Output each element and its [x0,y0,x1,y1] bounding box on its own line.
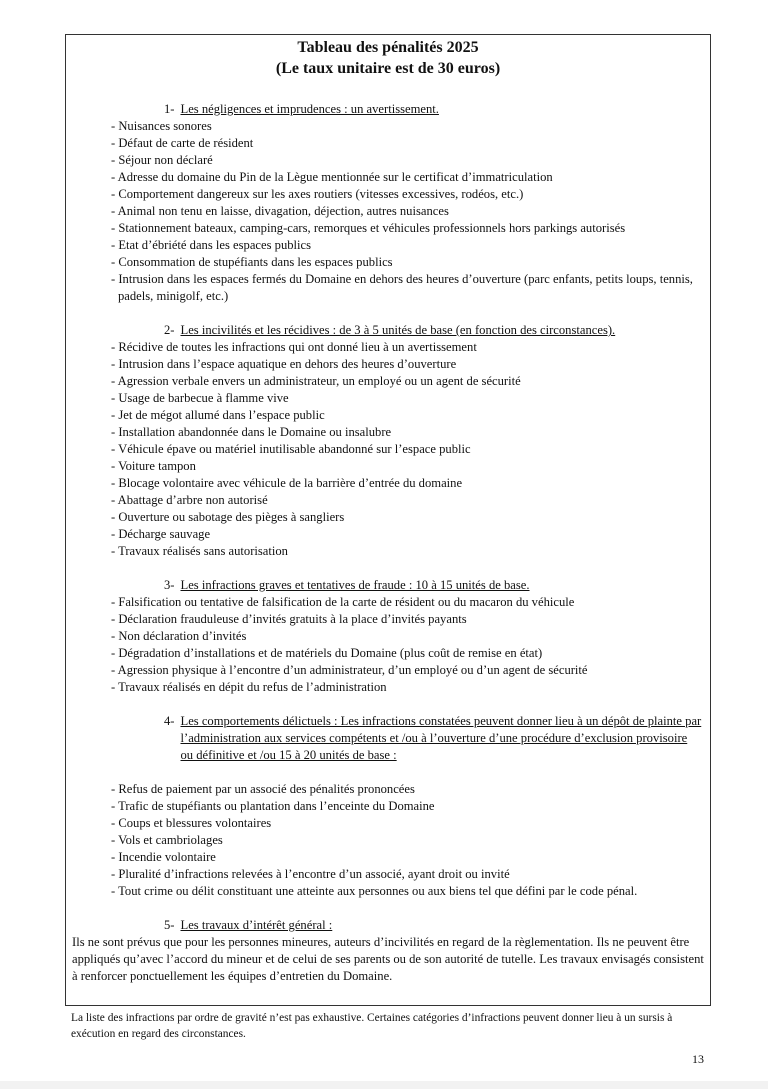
list-item: - Intrusion dans l’espace aquatique en dehors des heures d’ouverture [111,357,457,371]
section-2-heading [66,322,710,339]
list-item: - Pluralité d’infractions relevées à l’encontre d’un associé, ayant droit ou invité [111,867,510,881]
footnote: La liste des infractions par ordre de gravité n’est pas exhaustive. Certaines catégories d’infractions peuvent donner lieu à un sursis à exécution en regard des circonstances. [71,1012,673,1040]
list-item: - Coups et blessures volontaires [111,816,272,830]
section-3-list [66,594,710,696]
list-item: - Travaux réalisés en dépit du refus de l’administration [111,680,387,694]
section-title: Les travaux d’intérêt général : [180,918,333,932]
list-item: - Agression physique à l’encontre d’un administrateur, d’un employé ou d’un agent de sécurité [111,663,588,677]
list-item: - Refus de paiement par un associé des pénalités prononcées [111,782,415,796]
section-4-list [66,781,710,900]
list-item: - Incendie volontaire [111,850,216,864]
list-item: - Agression verbale envers un administrateur, un employé ou un agent de sécurité [111,374,521,388]
section-2-list [66,339,710,560]
subtitle-line: (Le taux unitaire est de 30 euros) [275,60,501,77]
list-item: - Nuisances sonores [111,119,212,133]
section-number: 4- [164,714,175,728]
list-item: - Véhicule épave ou matériel inutilisable abandonné sur l’espace public [111,442,471,456]
page-number: 13 [692,1052,704,1066]
spacer [66,696,710,713]
section-title: Les incivilités et les récidives : de 3 à 5 unités de base (en fonction des circonstances). [180,323,616,337]
list-item: - Non déclaration d’invités [111,629,247,643]
list-item: - Falsification ou tentative de falsification de la carte de résident ou du macaron du véhicule [111,595,575,609]
list-item: - Voiture tampon [111,459,196,473]
section-title: Les négligences et imprudences : un avertissement. [180,102,439,116]
list-item: - Trafic de stupéfiants ou plantation dans l’enceinte du Domaine [111,799,435,813]
section-1-list [66,118,710,305]
list-item: - Vols et cambriolages [111,833,223,847]
list-item: - Installation abandonnée dans le Domaine ou insalubre [111,425,392,439]
list-item: - Stationnement bateaux, camping-cars, remorques et véhicules professionnels hors parkings autorisés [111,221,626,235]
section-5-paragraph: Ils ne sont prévus que pour les personnes mineures, auteurs d’incivilités en regard de la règlementation. Ils ne peuvent être appliqués qu’avec l’accord du mineur et de celui de ses parents ou de son autorité de tutelle. Les travaux envisagés consistent à renforcer ponctuellement les équipes d’entretien du Domaine. [72,935,704,983]
list-item: - Décharge sauvage [111,527,211,541]
bottom-bar [0,1081,768,1089]
list-item: - Jet de mégot allumé dans l’espace public [111,408,325,422]
list-item: - Récidive de toutes les infractions qui ont donné lieu à un avertissement [111,340,477,354]
content [66,101,710,985]
list-item: - Abattage d’arbre non autorisé [111,493,268,507]
penalty-table-frame [65,34,711,1006]
section-number: 1- [164,102,175,116]
list-item: - Ouverture ou sabotage des pièges à sangliers [111,510,345,524]
list-item: - Etat d’ébriété dans les espaces publics [111,238,312,252]
title-line: Tableau des pénalités 2025 [297,39,479,56]
page-title [66,37,710,79]
spacer [66,764,710,781]
section-number: 2- [164,323,175,337]
list-item: - Défaut de carte de résident [111,136,254,150]
section-1-heading [66,101,710,118]
section-title: Les comportements délictuels : Les infractions constatées peuvent donner lieu à un dépôt de plainte par l’administration aux services compétents et /ou à l’ouverture d’une procédure d’exclusion provisoire ou définitive et /ou 15 à 20 unités de base : [180,714,702,762]
section-number: 3- [164,578,175,592]
list-item: - Tout crime ou délit constituant une atteinte aux personnes ou aux biens tel que défini par le code pénal. [111,884,638,898]
section-4-heading [66,713,710,764]
spacer [66,560,710,577]
spacer [66,900,710,917]
list-item: - Dégradation d’installations et de matériels du Domaine (plus coût de remise en état) [111,646,543,660]
section-title: Les infractions graves et tentatives de fraude : 10 à 15 unités de base. [180,578,530,592]
list-item: - Adresse du domaine du Pin de la Lègue mentionnée sur le certificat d’immatriculation [111,170,553,184]
section-3-heading [66,577,710,594]
list-item: - Intrusion dans les espaces fermés du Domaine en dehors des heures d’ouverture (parc enfants, petits loups, tennis, padels, minigolf, etc.) [111,272,693,303]
spacer [66,305,710,322]
list-item: - Travaux réalisés sans autorisation [111,544,288,558]
list-item: - Consommation de stupéfiants dans les espaces publics [111,255,393,269]
list-item: - Déclaration frauduleuse d’invités gratuits à la place d’invités payants [111,612,467,626]
section-number: 5- [164,918,175,932]
list-item: - Usage de barbecue à flamme vive [111,391,289,405]
list-item: - Comportement dangereux sur les axes routiers (vitesses excessives, rodéos, etc.) [111,187,524,201]
list-item: - Séjour non déclaré [111,153,213,167]
list-item: - Animal non tenu en laisse, divagation, déjection, autres nuisances [111,204,449,218]
section-5-heading [66,917,710,934]
list-item: - Blocage volontaire avec véhicule de la barrière d’entrée du domaine [111,476,463,490]
